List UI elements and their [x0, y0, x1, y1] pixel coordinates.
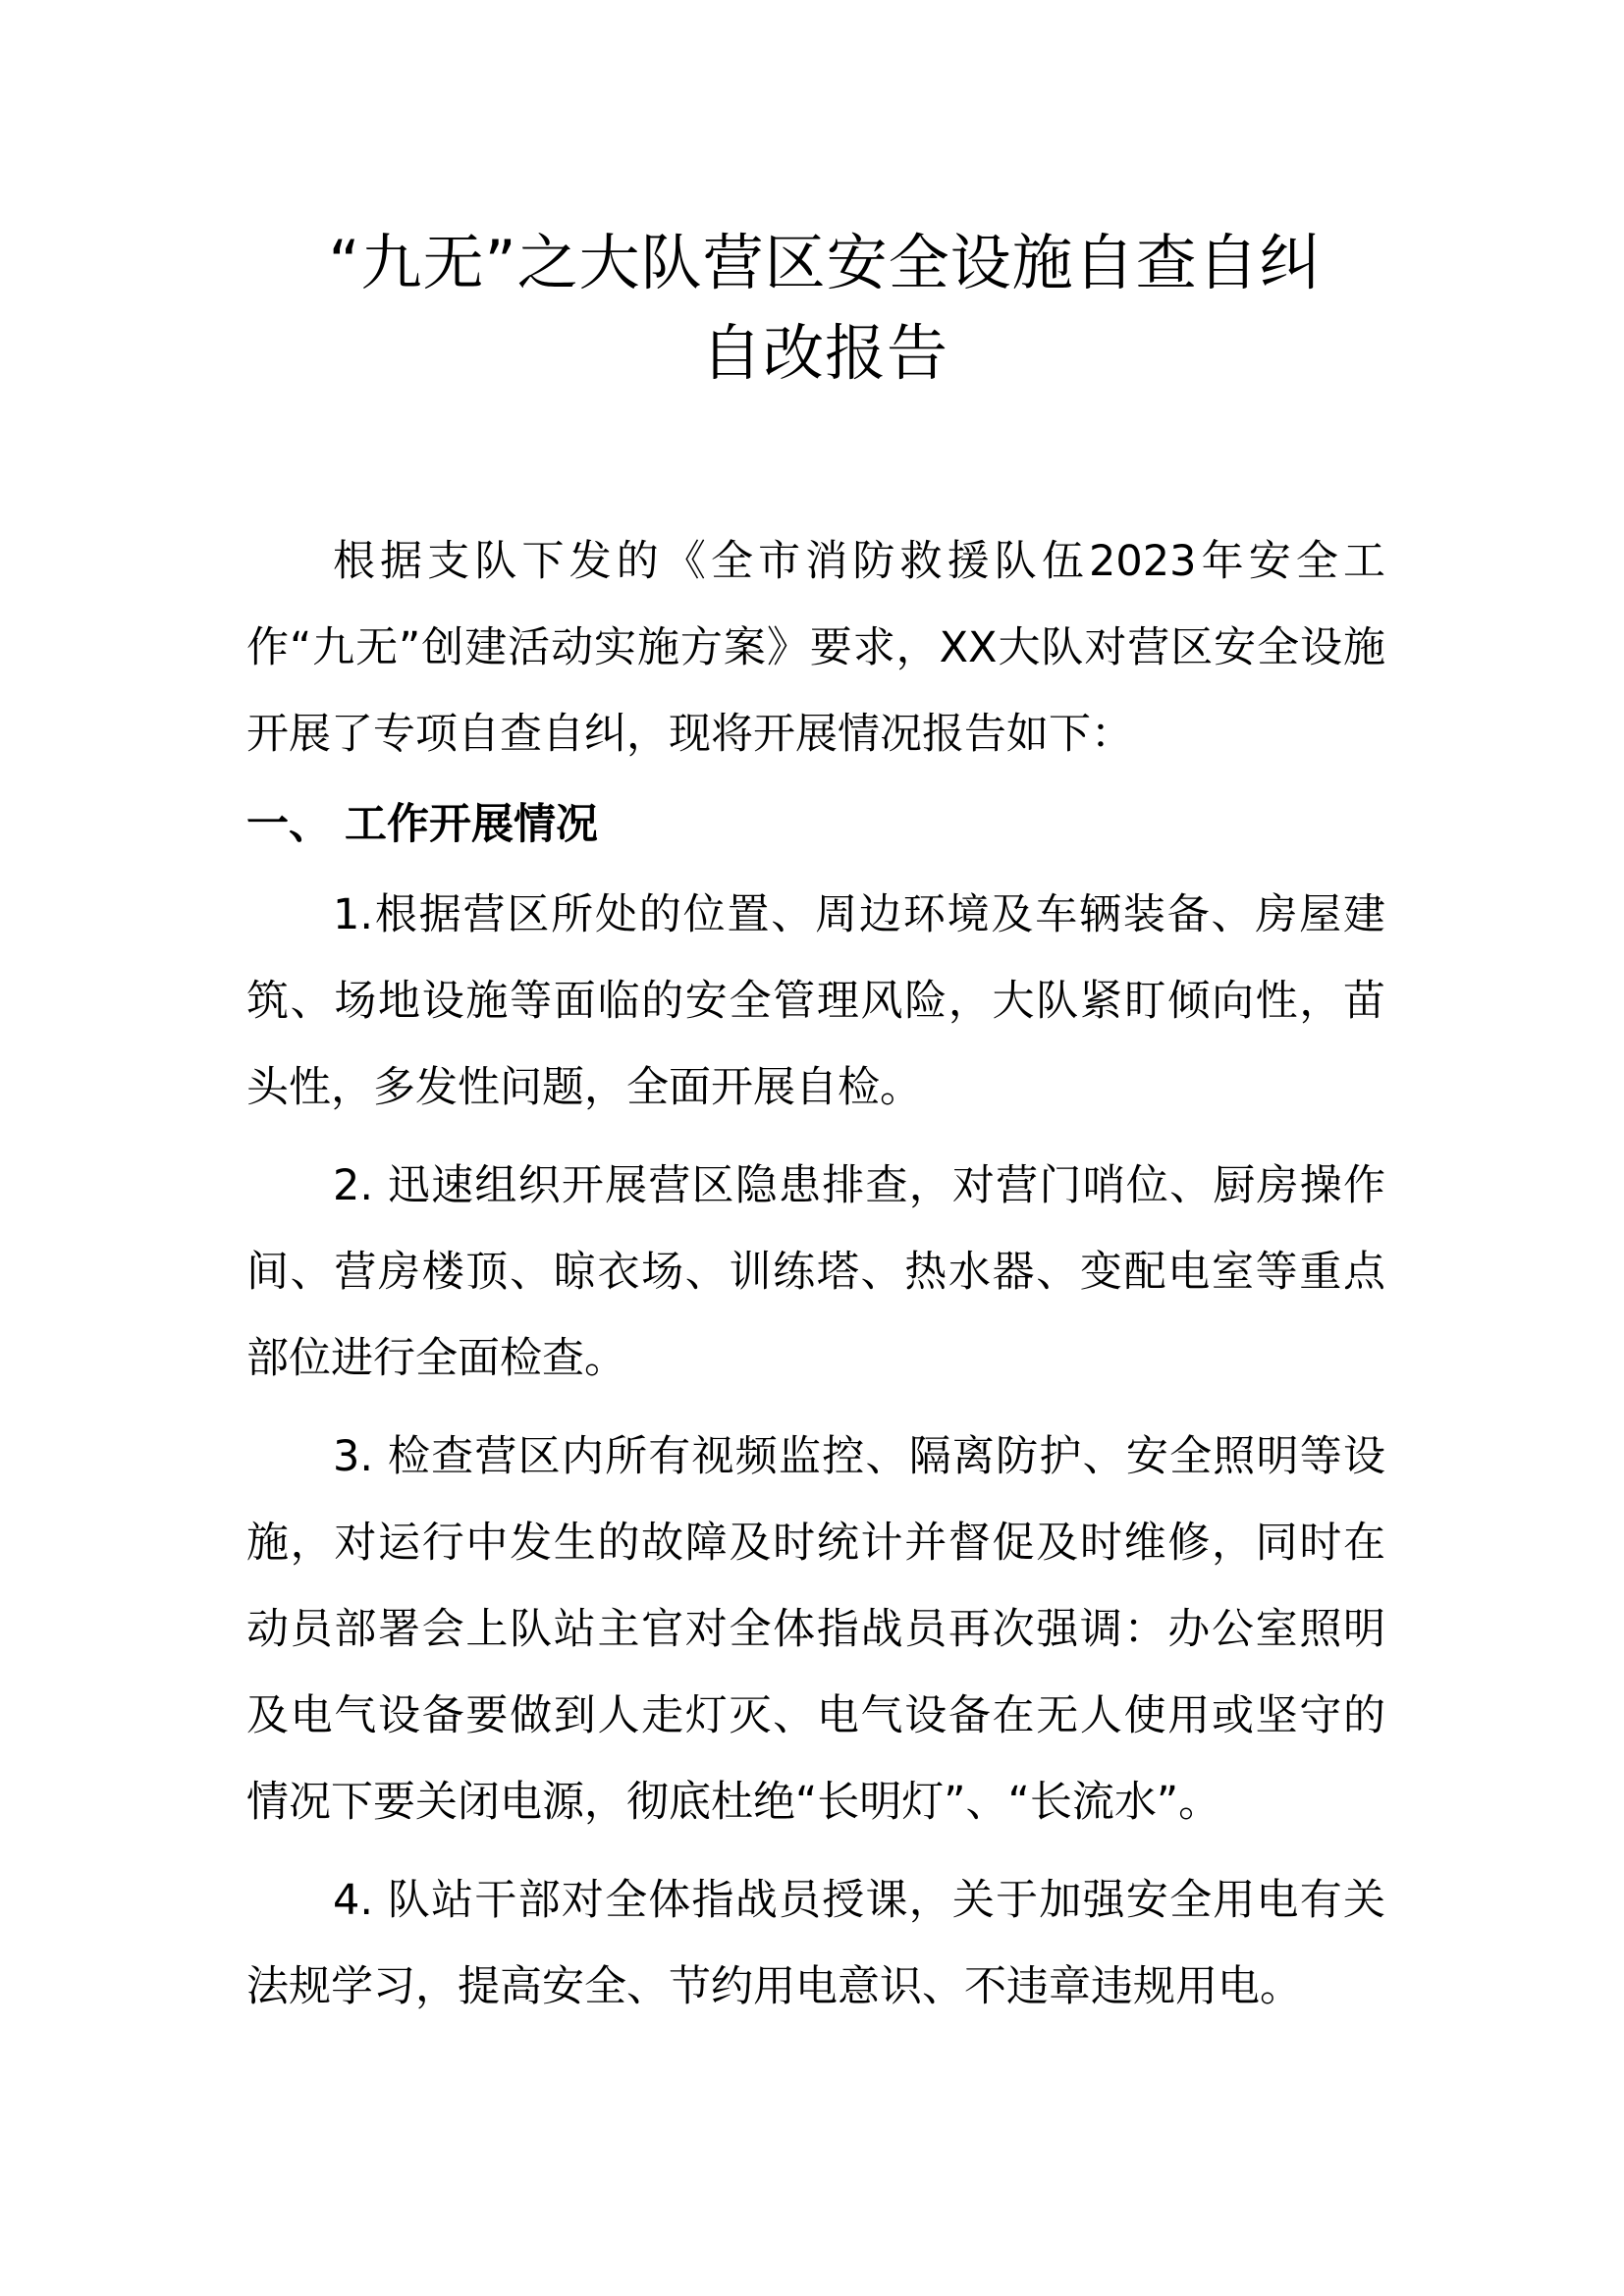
section-number: 一、: [246, 800, 331, 849]
title-line-1: “九无”之大队营区安全设施自查自纠: [328, 227, 1322, 298]
title-line-2: 自改报告: [700, 317, 948, 389]
item-paragraph-2: 2. 迅速组织开展营区隐患排查，对营门哨位、厨房操作间、营房楼顶、晾衣场、训练塔、热水器、变配电室等重点部位进行全面检查。: [246, 1161, 1385, 1383]
document-title: [245, 218, 1404, 399]
document-body: [246, 518, 1385, 2042]
item-paragraph-1: 1.根据营区所处的位置、周边环境及车辆装备、房屋建筑、场地设施等面临的安全管理风险，大队紧盯倾向性，苗头性，多发性问题，全面开展自检。: [246, 890, 1385, 1112]
section-heading-text: 工作开展情况: [345, 800, 598, 849]
intro-paragraph: 根据支队下发的《全市消防救援队伍2023年安全工作“九无”创建活动实施方案》要求，XX大队对营区安全设施开展了专项自查自纠，现将开展情况报告如下：: [246, 537, 1385, 759]
section-heading: [246, 781, 1385, 868]
item-paragraph-3: 3. 检查营区内所有视频监控、隔离防护、安全照明等设施，对运行中发生的故障及时统计并督促及时维修，同时在动员部署会上队站主官对全体指战员再次强调：办公室照明及电气设备要做到人走灯灭、电气设备在无人使用或坚守的情况下要关闭电源，彻底杜绝“长明灯”、“长流水”。: [246, 1432, 1385, 1827]
item-paragraph-4: 4. 队站干部对全体指战员授课，关于加强安全用电有关法规学习，提高安全、节约用电意识、不违章违规用电。: [246, 1876, 1385, 2011]
